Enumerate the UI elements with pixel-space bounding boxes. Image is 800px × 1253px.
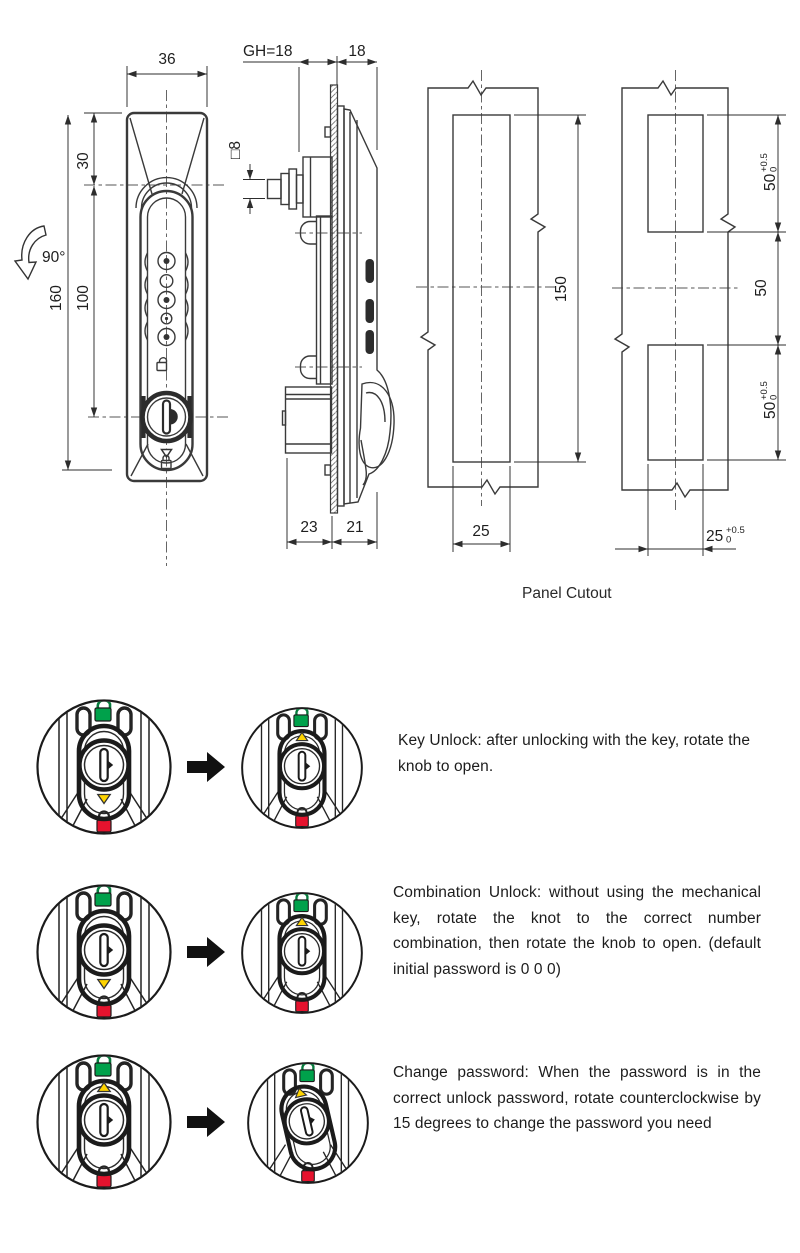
panel-cutout-caption: Panel Cutout [522,585,612,602]
svg-text:50: 50 [762,401,779,419]
lock-state-before-key-unlock [34,697,174,837]
instruction-text: Key Unlock: after unlocking with the key, rotate the knob to open. [398,732,751,775]
svg-text:0: 0 [726,534,732,546]
svg-text:+0.5: +0.5 [759,153,770,172]
front-view [15,51,230,566]
step-arrow-icon [187,1107,225,1137]
dim-spindle-square: □8 [227,141,244,159]
lock-state-before-combination-unlock [34,882,174,1022]
lock-state-knob-rotated [245,1060,371,1186]
instruction-text: Combination Unlock: without using the mechanical key, rotate the knot to the correct number combination, then rotate the knob to open. (default initial password is 0 0 0) [393,884,761,978]
lock-state-before-change-password [34,1052,174,1192]
panel-cutout-double-view [612,70,786,556]
dim-cutout-width: 25 [472,523,490,540]
dim-grip-height: GH=18 [243,43,293,60]
spindle-assembly [268,157,333,217]
dim-depth-front: 23 [300,519,318,536]
dim-handle-span: 100 [75,285,92,311]
dim-depth-rear: 21 [346,519,364,536]
lock-body-profile [338,106,395,506]
keyhole [163,401,170,434]
svg-text:25: 25 [706,528,724,545]
dim-cutout-height: 150 [553,276,570,302]
instruction-text: Change password: When the password is in the correct unlock password, rotate counterclockwise by 15 degrees to change the password you need [393,1064,761,1132]
dim-total-height: 160 [48,285,65,311]
clamp-block [283,387,332,453]
svg-text:0: 0 [768,394,780,400]
dim-panel-side: 18 [348,43,366,60]
dim-lower-height [759,381,780,419]
step-arrow-icon [187,937,225,967]
side-view [227,43,394,549]
svg-text:50: 50 [762,173,779,191]
dim-upper-height [759,153,780,191]
dim-cutout-width-toleranced [706,525,745,546]
svg-text:+0.5: +0.5 [759,381,770,400]
panel-cutout-single-view [416,70,586,552]
key-knob [143,393,191,441]
unlock-glyph-icon [157,358,167,371]
technical-drawing [0,0,800,620]
lock-state-after-key-unlock [239,705,365,831]
svg-text:+0.5: +0.5 [726,525,745,536]
dim-rotation-angle: 90° [42,249,66,266]
dim-top-offset: 30 [75,152,92,170]
step-arrow-icon [187,752,225,782]
dim-front-width: 36 [158,51,176,68]
lock-state-after-combination-unlock [239,890,365,1016]
svg-text:0: 0 [768,166,780,172]
dim-middle-gap: 50 [753,279,770,297]
